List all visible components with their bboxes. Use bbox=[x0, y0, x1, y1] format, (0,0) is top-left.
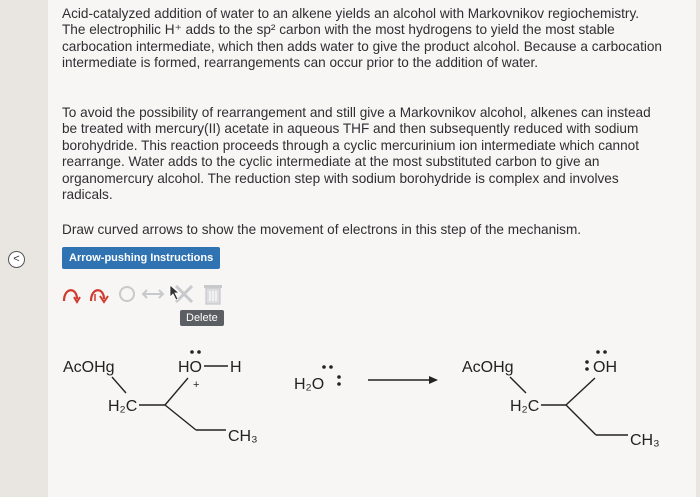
reactant-molecule bbox=[63, 350, 258, 445]
lone-pair-dot[interactable] bbox=[585, 360, 589, 364]
lone-pair-dot[interactable] bbox=[603, 350, 607, 354]
reactant-h-label: H bbox=[230, 359, 242, 376]
product-ch2-label: H₂C bbox=[510, 398, 540, 415]
water-label: H₂O bbox=[294, 376, 325, 393]
arrow-pushing-instructions-button[interactable]: Arrow-pushing Instructions bbox=[62, 247, 220, 269]
reactant-charge-label: + bbox=[193, 379, 200, 391]
reactant-acohg-label: AcOHg bbox=[63, 359, 115, 376]
lone-pair-dot[interactable] bbox=[585, 367, 589, 371]
product-acohg-label: AcOHg bbox=[462, 359, 514, 376]
product-oh-label: OH bbox=[593, 359, 617, 376]
product-molecule bbox=[462, 350, 660, 449]
delete-tooltip: Delete bbox=[180, 310, 224, 326]
question-panel bbox=[48, 0, 696, 497]
reactant-ch3-label: CH₃ bbox=[228, 428, 258, 445]
lone-pair-dot[interactable] bbox=[329, 365, 333, 369]
intro-paragraph: Acid-catalyzed addition of water to an alkene yields an alcohol with Markovnikov regiochemistry. The electrophilic H⁺ adds to the sp² carbon with the most hydrogens to yield the most stable carbocation intermediate, which then adds water to give the product alcohol. Because a carbocation intermediate is formed, rearrangements can occur prior to the addition of water. bbox=[62, 6, 662, 71]
reactant-ch2-label: H₂C bbox=[108, 398, 138, 415]
product-ch3-label: CH₃ bbox=[630, 432, 660, 449]
lone-pair-dot[interactable] bbox=[197, 350, 201, 354]
oxymercuration-paragraph: To avoid the possibility of rearrangement and still give a Markovnikov alcohol, alkenes can instead be treated with mercury(II) acetate in aqueous THF and then subsequently reduced with sodium borohydride. This reaction proceeds through a cyclic mercurinium ion intermediate which cannot rearrange. Water adds to the cyclic intermediate at the most substituted carbon to give an organomercury alcohol. The reduction step with sodium borohydride is complex and involves radicals. bbox=[62, 105, 651, 203]
lone-pair-dot[interactable] bbox=[337, 382, 341, 386]
reaction-arrow bbox=[368, 376, 438, 384]
water-molecule bbox=[294, 365, 341, 393]
reactant-ho-label: HO bbox=[178, 359, 202, 376]
lone-pair-dot[interactable] bbox=[322, 365, 326, 369]
lone-pair-dot[interactable] bbox=[337, 375, 341, 379]
mechanism-canvas[interactable] bbox=[48, 0, 696, 497]
lone-pair-dot[interactable] bbox=[596, 350, 600, 354]
task-instruction: Draw curved arrows to show the movement of electrons in this step of the mechanism. bbox=[62, 222, 582, 237]
lone-pair-dot[interactable] bbox=[190, 350, 194, 354]
collapse-icon[interactable]: < bbox=[8, 251, 25, 268]
